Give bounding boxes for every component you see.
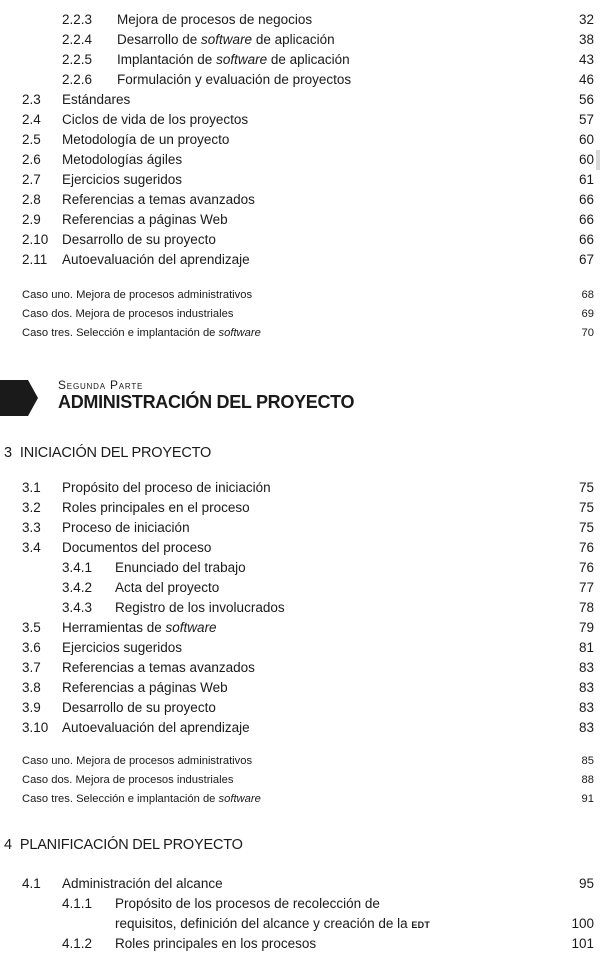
entry-page: 75 — [578, 520, 594, 535]
entry-title: Autoevaluación del aprendizaje — [62, 252, 250, 267]
case-title: Caso tres. Selección e implantación de software — [22, 793, 261, 805]
page-edge-shadow — [596, 150, 600, 170]
entry-page: 46 — [578, 72, 594, 87]
entry-number: 3.2 — [22, 500, 41, 515]
entry-number: 2.7 — [22, 172, 41, 187]
entry-page: 77 — [578, 580, 594, 595]
case-title: Caso uno. Mejora de procesos administrativos — [22, 755, 253, 767]
case-entry[interactable] — [0, 324, 600, 342]
chapter-title: INICIACIÓN DEL PROYECTO — [19, 445, 212, 461]
chapter-title: PLANIFICACIÓN DEL PROYECTO — [19, 837, 243, 853]
part-block-icon — [0, 380, 38, 416]
toc-entry[interactable] — [0, 30, 600, 50]
entry-number: 3.4.3 — [62, 600, 93, 615]
case-page: 68 — [581, 289, 594, 301]
entry-title: Referencias a temas avanzados — [62, 660, 255, 675]
toc-entry[interactable] — [0, 130, 600, 150]
toc-entry[interactable] — [0, 538, 600, 558]
entry-number: 3.1 — [22, 480, 41, 495]
entry-page: 76 — [578, 540, 594, 555]
entry-number: 2.11 — [22, 252, 48, 267]
entry-number: 3.8 — [22, 680, 41, 695]
part-header — [0, 378, 600, 418]
case-entry[interactable] — [0, 305, 600, 323]
entry-page: 60 — [578, 132, 594, 147]
entry-number: 3.4 — [22, 540, 41, 555]
entry-title: Mejora de procesos de negocios — [117, 12, 313, 27]
entry-title: requisitos, definición del alcance y creación de la EDT — [115, 916, 431, 931]
entry-page: 83 — [578, 700, 594, 715]
entry-title: Ejercicios sugeridos — [62, 640, 183, 655]
entry-number: 3.5 — [22, 620, 41, 635]
entry-page: 60 — [578, 152, 594, 167]
toc-entry[interactable] — [0, 170, 600, 190]
entry-page: 57 — [578, 112, 594, 127]
case-title: Caso dos. Mejora de procesos industriales — [22, 774, 234, 786]
entry-title: Propósito del proceso de iniciación — [62, 480, 271, 495]
entry-page: 79 — [578, 620, 594, 635]
entry-page: 32 — [578, 12, 594, 27]
entry-page: 75 — [578, 480, 594, 495]
entry-page: 100 — [571, 916, 594, 931]
toc-entry[interactable] — [0, 874, 600, 894]
entry-title: Desarrollo de su proyecto — [62, 700, 216, 715]
entry-number: 3.4.1 — [62, 560, 93, 575]
entry-number: 2.2.4 — [62, 32, 93, 47]
entry-title: Enunciado del trabajo — [115, 560, 246, 575]
entry-number: 2.6 — [22, 152, 41, 167]
entry-title: Herramientas de software — [62, 620, 217, 635]
entry-page: 66 — [578, 192, 594, 207]
case-page: 85 — [581, 755, 594, 767]
case-title: Caso dos. Mejora de procesos industriales — [22, 308, 234, 320]
toc-entry[interactable] — [0, 698, 600, 718]
toc-entry[interactable] — [0, 10, 600, 30]
entry-number: 2.2.3 — [62, 12, 93, 27]
toc-entry[interactable] — [0, 110, 600, 130]
case-title: Caso tres. Selección e implantación de software — [22, 327, 261, 339]
toc-entry[interactable] — [0, 210, 600, 230]
entry-page: 38 — [578, 32, 594, 47]
entry-title: Acta del proyecto — [115, 580, 220, 595]
entry-number: 2.8 — [22, 192, 41, 207]
entry-number: 3.10 — [22, 720, 49, 735]
entry-title: Metodología de un proyecto — [62, 132, 230, 147]
entry-number: 2.2.6 — [62, 72, 93, 87]
toc-entry[interactable] — [0, 934, 600, 954]
toc-entry[interactable] — [0, 190, 600, 210]
entry-title: Desarrollo de su proyecto — [62, 232, 216, 247]
entry-number: 4.1.1 — [62, 896, 93, 911]
entry-number: 2.2.5 — [62, 52, 93, 67]
entry-number: 4.1.2 — [62, 936, 93, 951]
toc-entry[interactable] — [0, 558, 600, 578]
chapter-number: 3 — [4, 445, 12, 461]
toc-entry[interactable] — [0, 498, 600, 518]
case-entry[interactable] — [0, 790, 600, 808]
toc-entry[interactable] — [0, 894, 600, 914]
entry-number: 2.10 — [22, 232, 49, 247]
entry-title: Referencias a páginas Web — [62, 680, 228, 695]
entry-title: Ciclos de vida de los proyectos — [62, 112, 249, 127]
entry-number: 2.4 — [22, 112, 41, 127]
toc-entry[interactable] — [0, 658, 600, 678]
case-page: 69 — [581, 308, 594, 320]
case-entry[interactable] — [0, 771, 600, 789]
entry-title: Roles principales en los procesos — [115, 936, 317, 951]
toc-entry[interactable] — [0, 618, 600, 638]
entry-title: Desarrollo de software de aplicación — [117, 32, 335, 47]
case-title: Caso uno. Mejora de procesos administrativos — [22, 289, 253, 301]
toc-entry[interactable] — [0, 230, 600, 250]
entry-title: Referencias a páginas Web — [62, 212, 228, 227]
toc-entry[interactable] — [0, 598, 600, 618]
toc-entry[interactable] — [0, 90, 600, 110]
entry-page: 61 — [578, 172, 594, 187]
entry-number: 3.3 — [22, 520, 41, 535]
entry-title: Administración del alcance — [62, 876, 223, 891]
entry-title: Proceso de iniciación — [62, 520, 190, 535]
entry-page: 56 — [578, 92, 594, 107]
entry-number: 2.5 — [22, 132, 41, 147]
toc-entry[interactable] — [0, 718, 600, 738]
toc-entry[interactable] — [0, 638, 600, 658]
case-page: 88 — [581, 774, 594, 786]
toc-entry[interactable] — [0, 518, 600, 538]
entry-title: Ejercicios sugeridos — [62, 172, 183, 187]
case-entry[interactable] — [0, 752, 600, 770]
entry-title: Formulación y evaluación de proyectos — [117, 72, 352, 87]
entry-number: 3.6 — [22, 640, 41, 655]
entry-page: 66 — [578, 212, 594, 227]
chapter-heading[interactable] — [4, 834, 243, 856]
chapter-heading[interactable] — [4, 442, 211, 464]
toc-entry[interactable] — [0, 678, 600, 698]
entry-page: 66 — [578, 232, 594, 247]
chapter-number: 4 — [4, 837, 12, 853]
entry-page: 95 — [578, 876, 594, 891]
entry-number: 4.1 — [22, 876, 41, 891]
entry-number: 3.7 — [22, 660, 41, 675]
toc-entry-continuation[interactable] — [0, 914, 600, 934]
entry-title: Registro de los involucrados — [115, 600, 285, 615]
entry-page: 83 — [578, 660, 594, 675]
entry-page: 76 — [578, 560, 594, 575]
entry-page: 67 — [578, 252, 594, 267]
entry-number: 3.9 — [22, 700, 41, 715]
entry-title: Propósito de los procesos de recolección de — [115, 896, 380, 911]
entry-title: Implantación de software de aplicación — [117, 52, 350, 67]
entry-title: Roles principales en el proceso — [62, 500, 250, 515]
entry-page: 75 — [578, 500, 594, 515]
case-entry[interactable] — [0, 286, 600, 304]
case-page: 91 — [581, 793, 594, 805]
entry-title: Estándares — [62, 92, 131, 107]
entry-title: Referencias a temas avanzados — [62, 192, 255, 207]
entry-page: 83 — [578, 680, 594, 695]
toc-entry[interactable] — [0, 478, 600, 498]
toc-entry[interactable] — [0, 578, 600, 598]
toc-entry[interactable] — [0, 250, 600, 270]
entry-number: 3.4.2 — [62, 580, 93, 595]
entry-page: 83 — [578, 720, 594, 735]
entry-page: 78 — [578, 600, 594, 615]
toc-entry[interactable] — [0, 150, 600, 170]
entry-page: 101 — [571, 936, 594, 951]
entry-number: 2.3 — [22, 92, 41, 107]
part-title: ADMINISTRACIÓN DEL PROYECTO — [58, 392, 355, 412]
toc-entry[interactable] — [0, 50, 600, 70]
part-label: Segunda Parte — [58, 378, 144, 392]
entry-title: Autoevaluación del aprendizaje — [62, 720, 250, 735]
entry-title: Metodologías ágiles — [62, 152, 183, 167]
case-page: 70 — [581, 327, 594, 339]
entry-page: 43 — [578, 52, 594, 67]
entry-title: Documentos del proceso — [62, 540, 212, 555]
entry-number: 2.9 — [22, 212, 41, 227]
toc-entry[interactable] — [0, 70, 600, 90]
entry-page: 81 — [578, 640, 594, 655]
